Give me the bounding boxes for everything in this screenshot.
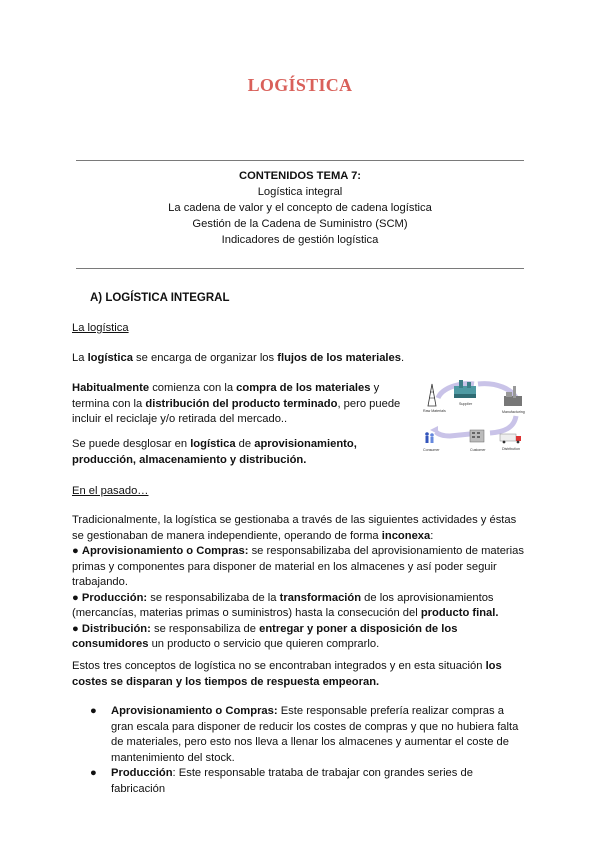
subheading-en-el-pasado: En el pasado… [72, 485, 149, 497]
warehouse-icon [470, 430, 484, 442]
bullet-icon: ● [90, 767, 97, 779]
intro-paragraph: La logística se encarga de organizar los flujos de los materiales. [72, 352, 405, 364]
label-consumer: Consumer [423, 448, 440, 452]
contents-item: La cadena de valor y el concepto de cadena logística [168, 202, 432, 214]
contents-heading: CONTENIDOS TEMA 7: [238, 170, 362, 182]
list-item: ● Aprovisionamiento o Compras: Este responsable prefería realizar compras a gran escala para disponer de reducir los costes de compras y que no hubiera falta de materiales, pero esto nos lleva a llenar los almacenes y aumentar el coste de mantenimiento del stock. [90, 705, 519, 764]
section-heading: A) LOGÍSTICA INTEGRAL [90, 292, 230, 304]
label-customer: Customer [470, 448, 486, 452]
contents-item: Indicadores de gestión logística [221, 234, 379, 246]
flow-arrow [490, 416, 516, 433]
contents-box [76, 168, 524, 248]
document-title: LOGÍSTICA [247, 75, 353, 95]
subheading-la-logistica: La logística [72, 322, 129, 334]
contents-item: Logística integral [257, 186, 343, 198]
list-item: ● Producción: Este responsable trataba de trabajar con grandes series de fabricación [90, 767, 473, 795]
label-distribution: Distribution [502, 447, 520, 451]
pasado-paragraph: Tradicionalmente, la logística se gestionaba a través de las siguientes actividades y éstas se gestionaban de manera independiente, operando de forma inconexa: ● Aprovisionamiento o Compras: se responsabilizaba del aprovisionamiento de materias primas y componentes para disponer de material en los almacenes y así poder seguir trabajando. ● Producción: se responsabilizaba de la transformación de los aprovisionamientos (mercancías, materias primas o suministros) hasta la consecución del producto final. ● Distribución: se responsabiliza de entregar y poner a disposición de los consumidores un producto o servicio que quieren comprarlo. [72, 514, 524, 650]
consumer-people-icon [425, 432, 434, 443]
label-raw-materials: Raw Materials [423, 409, 446, 413]
label-manufacturing: Manufacturing [502, 410, 525, 414]
bottom-divider [76, 268, 524, 269]
truck-icon [500, 434, 521, 443]
label-supplier: Supplier [459, 402, 473, 406]
bullet-list [72, 704, 527, 797]
oil-derrick-icon [428, 384, 436, 406]
arrow-head [430, 426, 438, 434]
desglose-paragraph: Se puede desglosar en logística de aprovisionamiento, producción, almacenamiento y distribución. [72, 438, 357, 466]
bullet-icon: ● [90, 705, 97, 717]
habitual-paragraph: Habitualmente comienza con la compra de los materiales y termina con la distribución del producto terminado, pero puede incluir el reciclaje y/o retirada del mercado.. [72, 382, 401, 425]
conclusion-paragraph: Estos tres conceptos de logística no se encontraban integrados y en esta situación los costes se disparan y los tiempos de respuesta empeoran. [72, 660, 502, 688]
supply-chain-diagram [420, 372, 528, 462]
top-divider [76, 160, 524, 161]
contents-item: Gestión de la Cadena de Suministro (SCM) [192, 218, 408, 230]
